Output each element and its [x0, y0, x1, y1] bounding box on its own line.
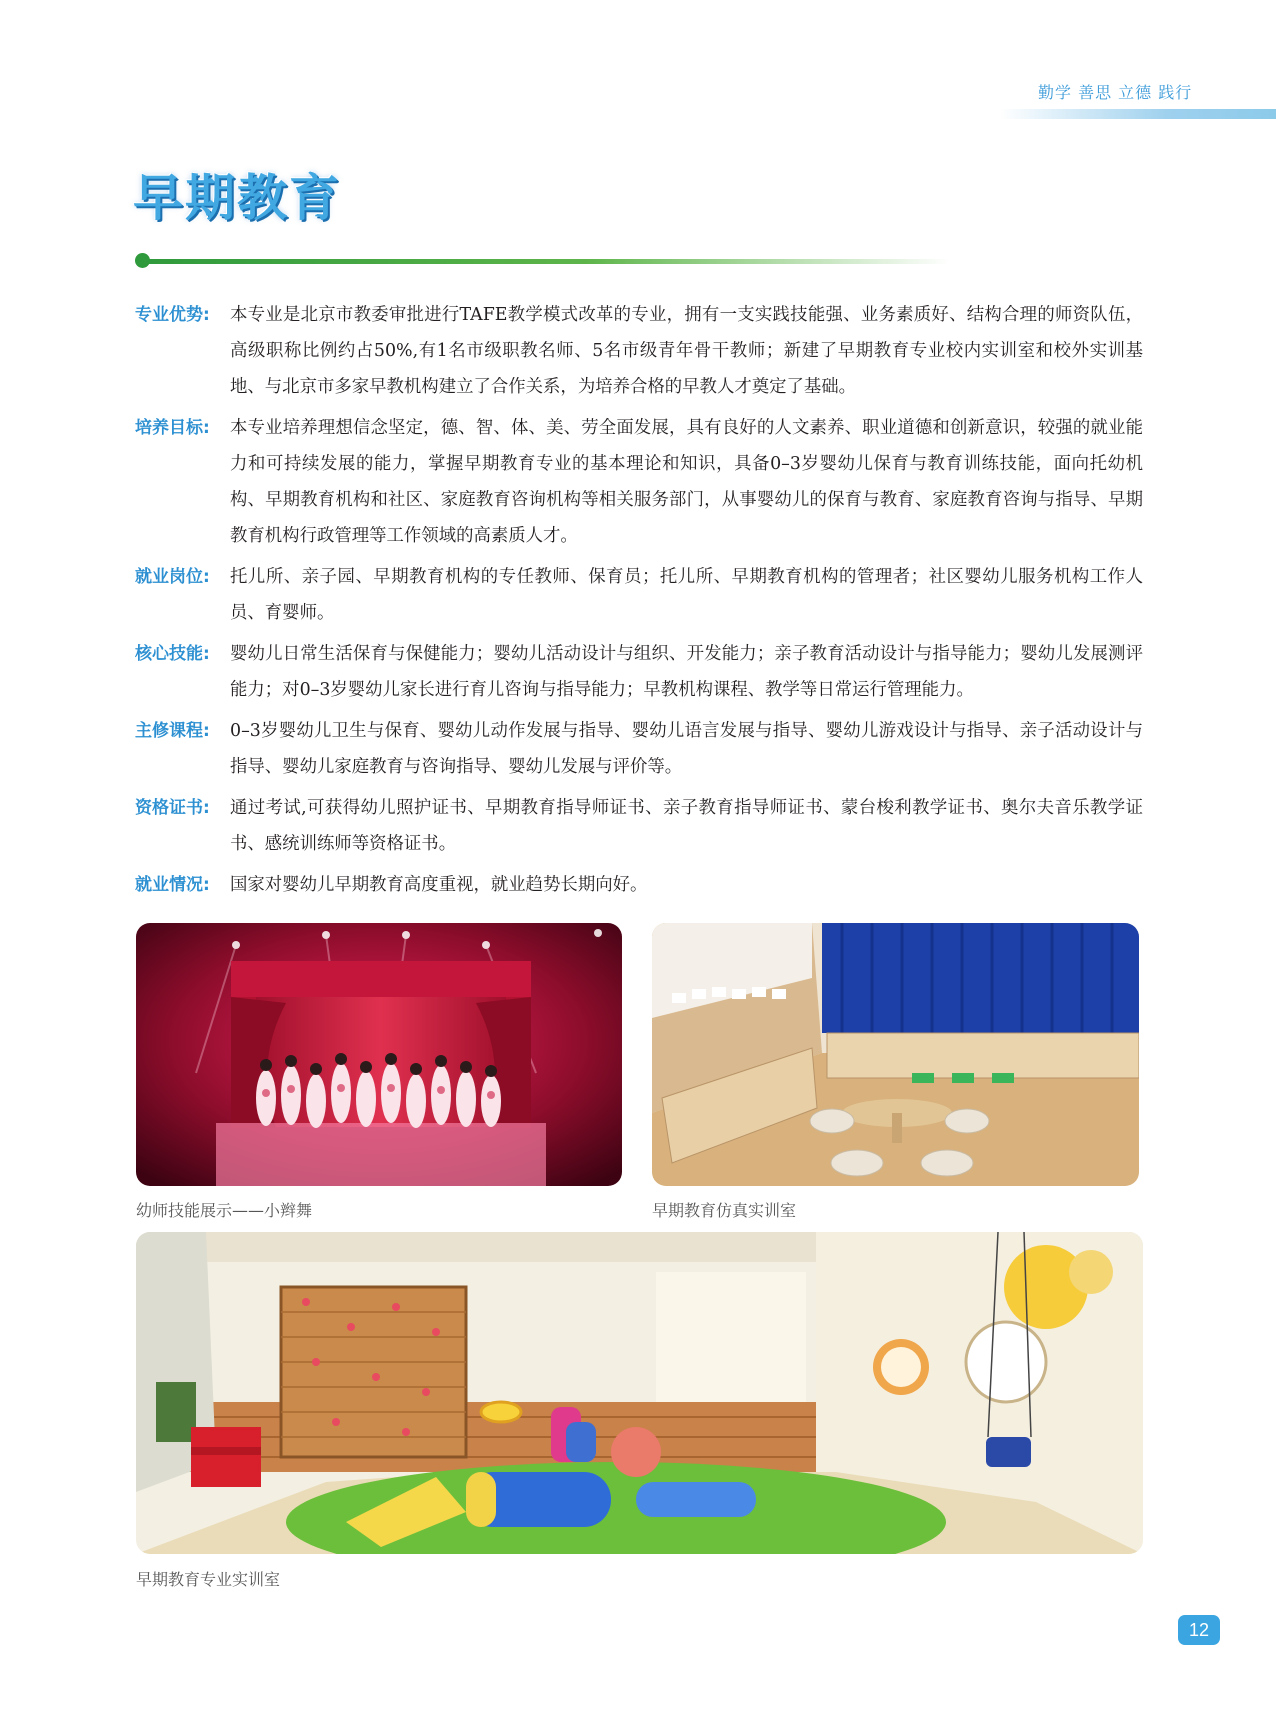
section-label: 资格证书:	[135, 798, 210, 818]
section-goal	[135, 410, 1143, 554]
section-text: 托儿所、亲子园、早期教育机构的专任教师、保育员；托儿所、早期教育机构的管理者；社区婴幼儿服务机构工作人员、育婴师。	[230, 567, 1143, 623]
section-text: 国家对婴幼儿早期教育高度重视，就业趋势长期向好。	[230, 875, 648, 895]
section-label: 就业岗位:	[135, 567, 210, 587]
page-number: 12	[1178, 1615, 1220, 1645]
training-room-photo	[136, 1232, 1143, 1554]
dance-photo-caption: 幼师技能展示——小辫舞	[136, 1201, 313, 1220]
section-advantage	[135, 297, 1143, 405]
section-text: 本专业是北京市教委审批进行TAFE教学模式改革的专业，拥有一支实践技能强、业务素质好、结构合理的师资队伍，高级职称比例约占50%,有1名市级职教名师、5名市级青年骨干教师；新建了早期教育专业校内实训室和校外实训基地、与北京市多家早教机构建立了合作关系，为培养合格的早教人才奠定了基础。	[230, 305, 1143, 397]
training-room-photo-caption: 早期教育专业实训室	[136, 1570, 281, 1589]
section-courses	[135, 713, 1143, 785]
motto: 勤学 善思 立德 践行	[1038, 83, 1193, 102]
section-label: 专业优势:	[135, 305, 210, 325]
motto-bar	[1000, 109, 1276, 119]
section-certificates	[135, 790, 1143, 862]
classroom-photo-caption: 早期教育仿真实训室	[652, 1201, 797, 1220]
section-employment	[135, 867, 1143, 903]
section-text: 0–3岁婴幼儿卫生与保育、婴幼儿动作发展与指导、婴幼儿语言发展与指导、婴幼儿游戏设计与指导、亲子活动设计与指导、婴幼儿家庭教育与咨询指导、婴幼儿发展与评价等。	[230, 721, 1143, 777]
section-label: 主修课程:	[135, 721, 210, 741]
section-label: 就业情况:	[135, 875, 210, 895]
title-rule	[140, 259, 950, 264]
section-text: 通过考试,可获得幼儿照护证书、早期教育指导师证书、亲子教育指导师证书、蒙台梭利教学证书、奥尔夫音乐教学证书、感统训练师等资格证书。	[230, 798, 1143, 854]
page-title: 早期教育	[133, 169, 341, 227]
section-skills	[135, 636, 1143, 708]
section-text: 婴幼儿日常生活保育与保健能力；婴幼儿活动设计与组织、开发能力；亲子教育活动设计与指导能力；婴幼儿发展测评能力；对0–3岁婴幼儿家长进行育儿咨询与指导能力；早教机构课程、教学等日常运行管理能力。	[230, 644, 1143, 700]
classroom-photo	[652, 923, 1139, 1186]
dance-performance-photo	[136, 923, 622, 1186]
section-jobs	[135, 559, 1143, 631]
section-text: 本专业培养理想信念坚定，德、智、体、美、劳全面发展，具有良好的人文素养、职业道德和创新意识，较强的就业能力和可持续发展的能力，掌握早期教育专业的基本理论和知识，具备0–3岁婴幼儿保育与教育训练技能，面向托幼机构、早期教育机构和社区、家庭教育咨询机构等相关服务部门，从事婴幼儿的保育与教育、家庭教育咨询与指导、早期教育机构行政管理等工作领域的高素质人才。	[230, 418, 1143, 546]
section-label: 培养目标:	[135, 418, 210, 438]
program-sections	[135, 297, 1143, 908]
section-label: 核心技能:	[135, 644, 210, 664]
